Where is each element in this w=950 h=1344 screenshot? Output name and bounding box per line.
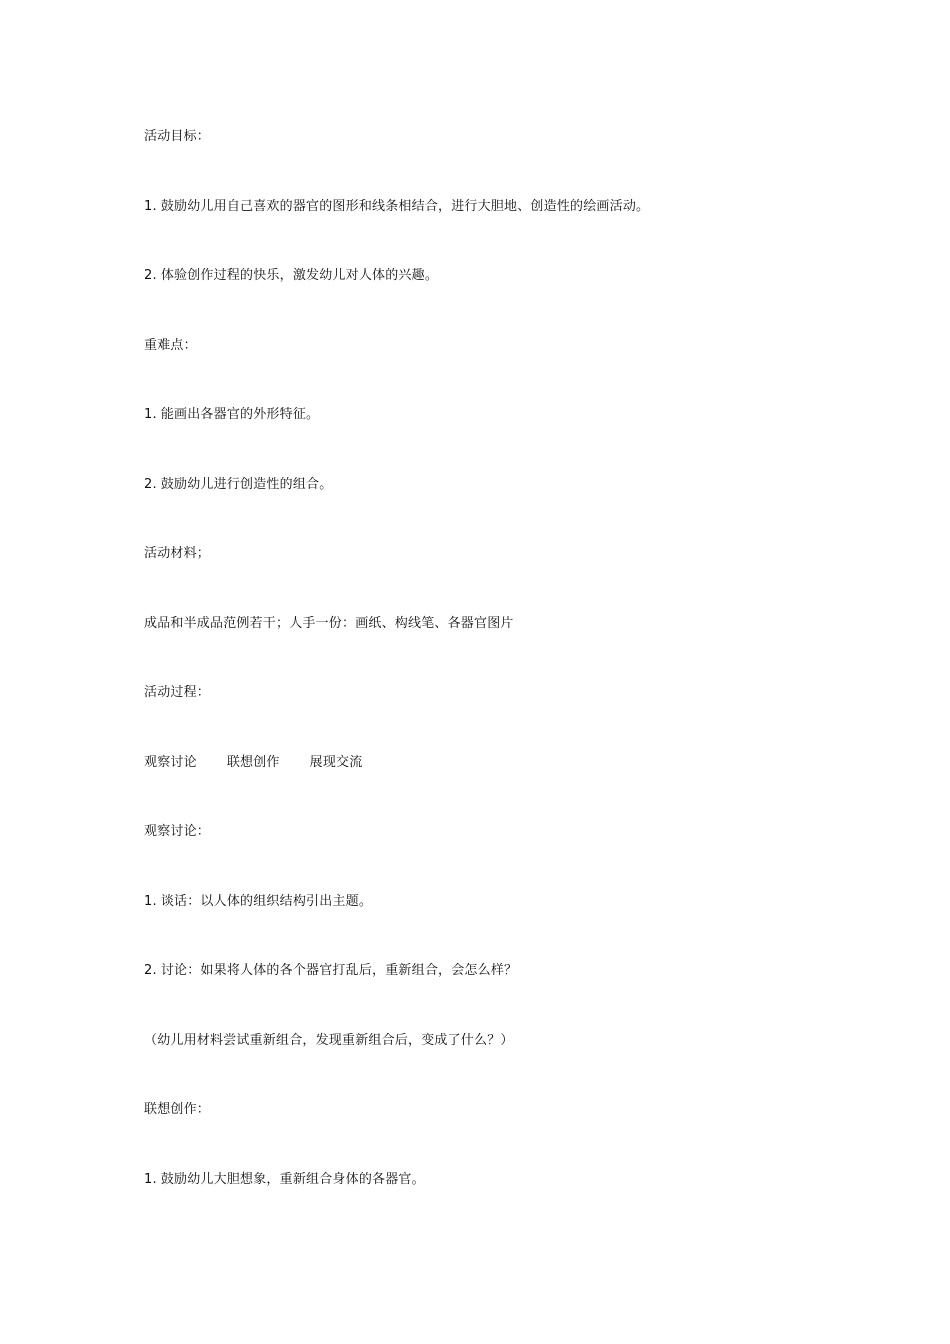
observe-item-2-number: 2. xyxy=(144,963,157,978)
goals-heading xyxy=(144,128,210,146)
observe-item-2 xyxy=(144,962,517,980)
process-step-2: 联想创作 xyxy=(226,755,280,770)
key-point-item-1 xyxy=(144,406,319,424)
goals-heading-text: 活动目标： xyxy=(144,129,211,144)
key-point-item-1-text: 能画出各器官的外形特征。 xyxy=(160,407,320,422)
goal-item-2-text: 体验创作过程的快乐，激发幼儿对人体的兴趣。 xyxy=(160,268,439,283)
observe-note-text: （幼儿用材料尝试重新组合，发现重新组合后，变成了什么？） xyxy=(144,1033,514,1048)
goal-item-2-number: 2. xyxy=(144,268,157,283)
key-point-item-1-number: 1. xyxy=(144,407,157,422)
create-heading xyxy=(144,1101,210,1119)
observe-item-1-text: 谈话：以人体的组织结构引出主题。 xyxy=(160,894,373,909)
create-heading-text: 联想创作： xyxy=(144,1102,211,1117)
process-steps xyxy=(144,754,362,772)
observe-heading-text: 观察讨论： xyxy=(144,824,211,839)
process-step-1: 观察讨论 xyxy=(144,755,197,770)
materials-text xyxy=(144,615,514,633)
process-heading xyxy=(144,684,210,702)
materials-heading-text: 活动材料； xyxy=(144,546,211,561)
goal-item-1-number: 1. xyxy=(144,199,157,214)
process-heading-text: 活动过程： xyxy=(144,685,211,700)
observe-item-1 xyxy=(144,893,372,911)
goal-item-2 xyxy=(144,267,438,285)
key-point-item-2-text: 鼓励幼儿进行创造性的组合。 xyxy=(160,477,333,492)
observe-item-1-number: 1. xyxy=(144,894,157,909)
materials-heading xyxy=(144,545,210,563)
observe-note xyxy=(144,1032,514,1050)
process-step-3: 展现交流 xyxy=(309,755,363,770)
create-item-1-text: 鼓励幼儿大胆想象，重新组合身体的各器官。 xyxy=(160,1172,425,1187)
goal-item-1 xyxy=(144,198,649,216)
key-points-heading xyxy=(144,337,197,355)
create-item-1 xyxy=(144,1171,425,1189)
materials-text-content: 成品和半成品范例若干；人手一份：画纸、构线笔、各器官图片 xyxy=(144,616,514,631)
key-points-heading-text: 重难点： xyxy=(144,338,197,353)
goal-item-1-text: 鼓励幼儿用自己喜欢的器官的图形和线条相结合，进行大胆地、创造性的绘画活动。 xyxy=(160,199,650,214)
observe-heading xyxy=(144,823,210,841)
key-point-item-2-number: 2. xyxy=(144,477,157,492)
create-item-1-number: 1. xyxy=(144,1172,157,1187)
key-point-item-2 xyxy=(144,476,332,494)
observe-item-2-text: 讨论：如果将人体的各个器官打乱后，重新组合，会怎么样？ xyxy=(160,963,518,978)
